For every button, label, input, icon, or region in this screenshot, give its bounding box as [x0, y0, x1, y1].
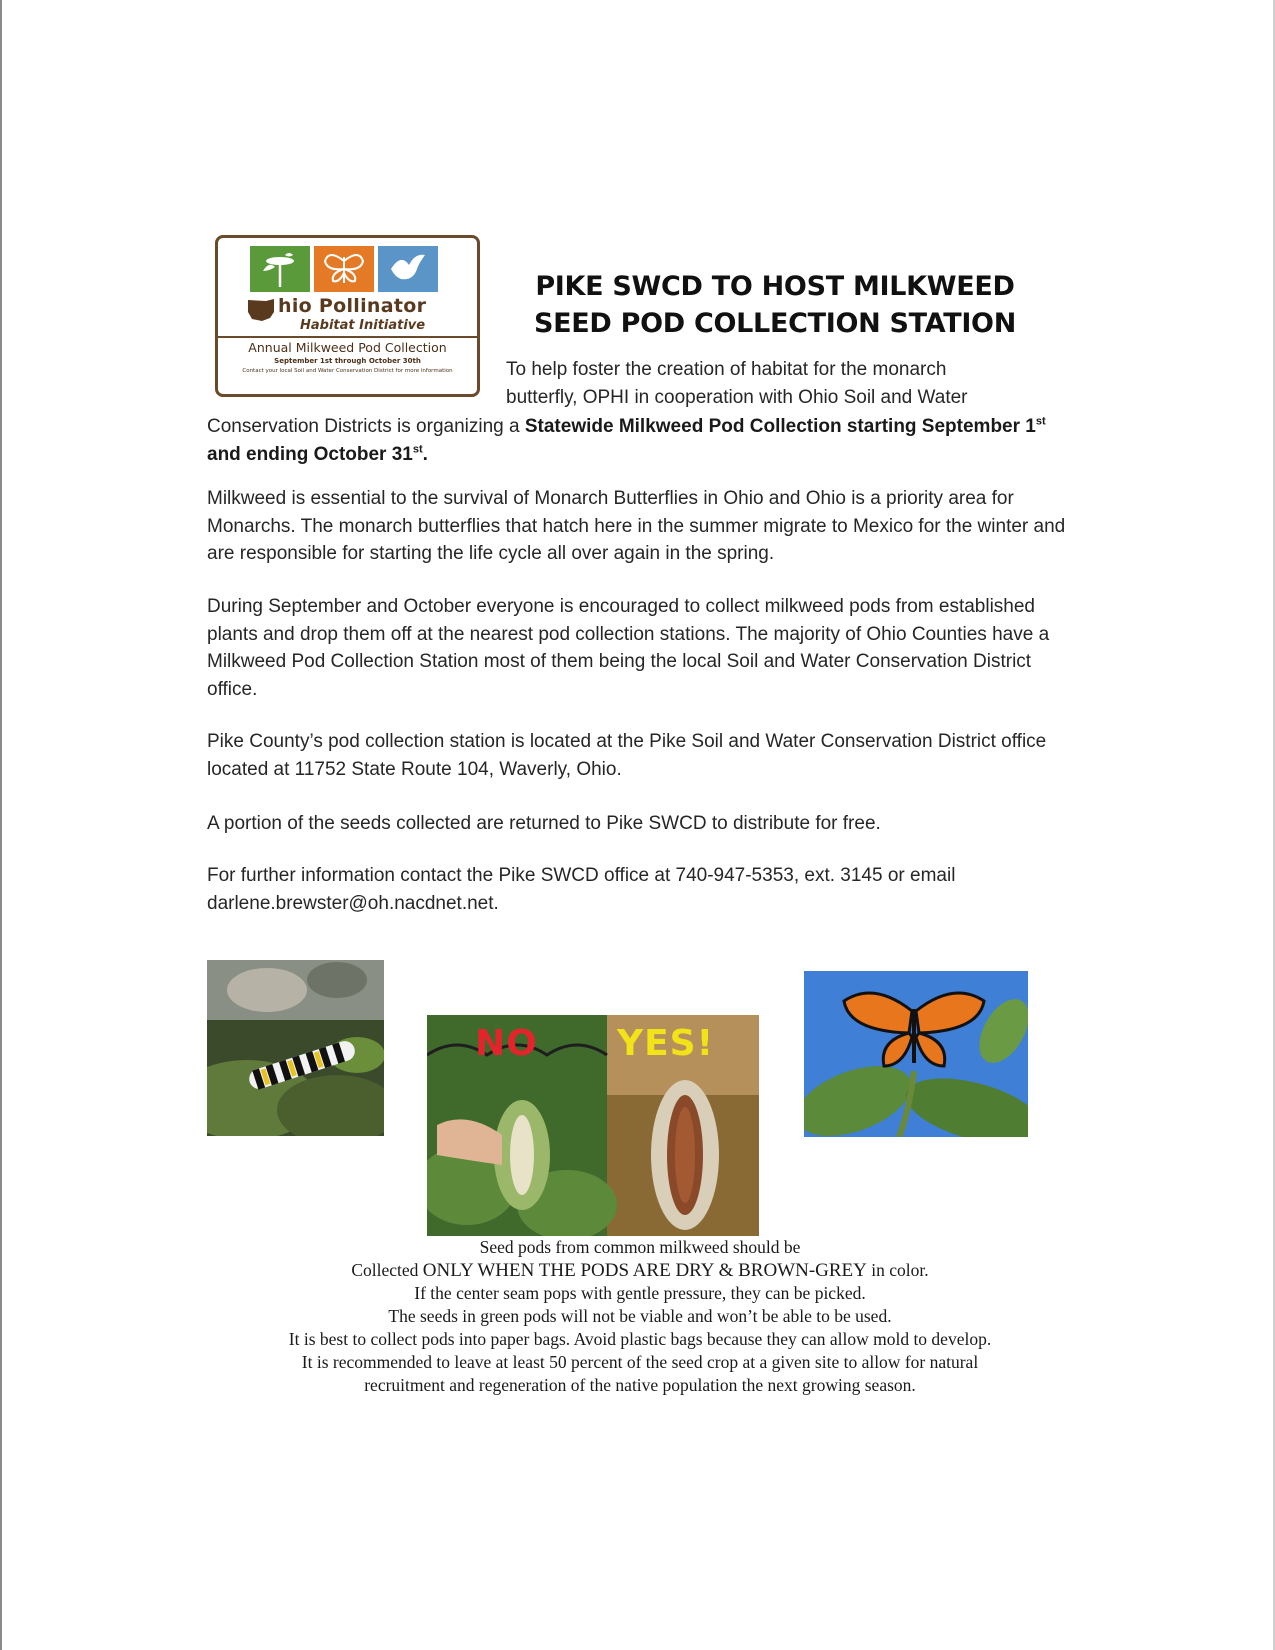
caption-line2 [200, 1259, 1080, 1282]
caption-line2-start: Collected [351, 1260, 423, 1280]
logo-brand-line1: hio Pollinator [278, 295, 427, 317]
caption-line5: It is best to collect pods into paper bags. Avoid plastic bags because they can allow mold to develop. [288, 1329, 992, 1349]
caption-line2-emphasis: ONLY WHEN THE PODS ARE DRY & BROWN-GREY [422, 1260, 867, 1281]
intro-text-bottom [207, 413, 1067, 468]
contact-line1: For further information contact the Pike SWCD office at 740-947-5353, ext. 3145 or email [207, 865, 956, 886]
paragraph-contact [207, 862, 1067, 917]
intro-period: . [422, 443, 428, 465]
milkweed-pods-comparison-photo [427, 1015, 759, 1236]
caption-line6: It is recommended to leave at least 50 percent of the seed crop at a given site to allow for natural [301, 1352, 979, 1372]
logo-sub-contact: Contact your local Soil and Water Conservation District for more information [242, 368, 453, 374]
paragraph-collection: During September and October everyone is encouraged to collect milkweed pods from established plants and drop them off at the nearest pod collection stations. The majority of Ohio Counties have a Milkweed Pod Collection Station most of them being the local Soil and Water Conservation District office. [207, 596, 1050, 700]
caption-line1: Seed pods from common milkweed should be [479, 1237, 801, 1257]
pod-collection-caption [200, 1236, 1080, 1397]
paragraph-location: Pike County’s pod collection station is located at the Pike Soil and Water Conservation District office located at 11752 State Route 104, Waverly, Ohio. [207, 731, 1047, 780]
collection-start-text: Statewide Milkweed Pod Collection starting September 1 [524, 416, 1036, 437]
caption-line7: recruitment and regeneration of the native population the next growing season. [364, 1375, 916, 1395]
contact-email: darlene.brewster@oh.nacdnet.net. [207, 892, 499, 914]
caption-line3: If the center seam pops with gentle pressure, they can be picked. [414, 1283, 866, 1303]
intro-line2: butterfly, OPHI in cooperation with Ohio Soil and Water [506, 386, 968, 408]
end-suffix: st [412, 443, 423, 456]
pod-label-yes: YES! [617, 1023, 715, 1064]
monarch-butterfly-photo [804, 971, 1028, 1137]
title-line2: SEED POD COLLECTION STATION [533, 308, 1017, 339]
ohio-pollinator-logo [215, 235, 480, 397]
paragraph-seeds: A portion of the seeds collected are returned to Pike SWCD to distribute for free. [207, 813, 881, 834]
title-line1: PIKE SWCD TO HOST MILKWEED [535, 271, 1015, 302]
pod-label-no: NO [475, 1023, 538, 1064]
page-edge-left [0, 0, 2, 1650]
intro-line1: To help foster the creation of habitat for the monarch [506, 359, 947, 380]
caption-line4: The seeds in green pods will not be viable and won’t be able to be used. [388, 1306, 892, 1326]
ohio-state-icon [246, 298, 276, 322]
caterpillar-photo [207, 960, 384, 1136]
start-suffix: st [1035, 415, 1046, 428]
caption-line2-end: in color. [866, 1260, 929, 1280]
bird-icon [378, 246, 438, 292]
logo-brand-line2: Habitat Initiative [300, 318, 426, 333]
butterfly-icon [314, 246, 374, 292]
intro-text-top [506, 356, 1046, 411]
intro-plain: Conservation Districts is organizing a [207, 416, 525, 437]
collection-end-text: and ending October 31 [207, 443, 413, 465]
plant-icon [250, 246, 310, 292]
logo-sub-dates: September 1st through October 30th [274, 357, 421, 365]
logo-divider [218, 336, 477, 338]
logo-sub-title: Annual Milkweed Pod Collection [248, 340, 447, 355]
paragraph-monarchs: Milkweed is essential to the survival of Monarch Butterflies in Ohio and Ohio is a priority area for Monarchs. The monarch butterflies that hatch here in the summer migrate to Mexico for the winter and are responsible for starting the life cycle all over again in the spring. [207, 488, 1066, 564]
logo-tiles [250, 246, 438, 294]
page-title [495, 268, 1055, 342]
